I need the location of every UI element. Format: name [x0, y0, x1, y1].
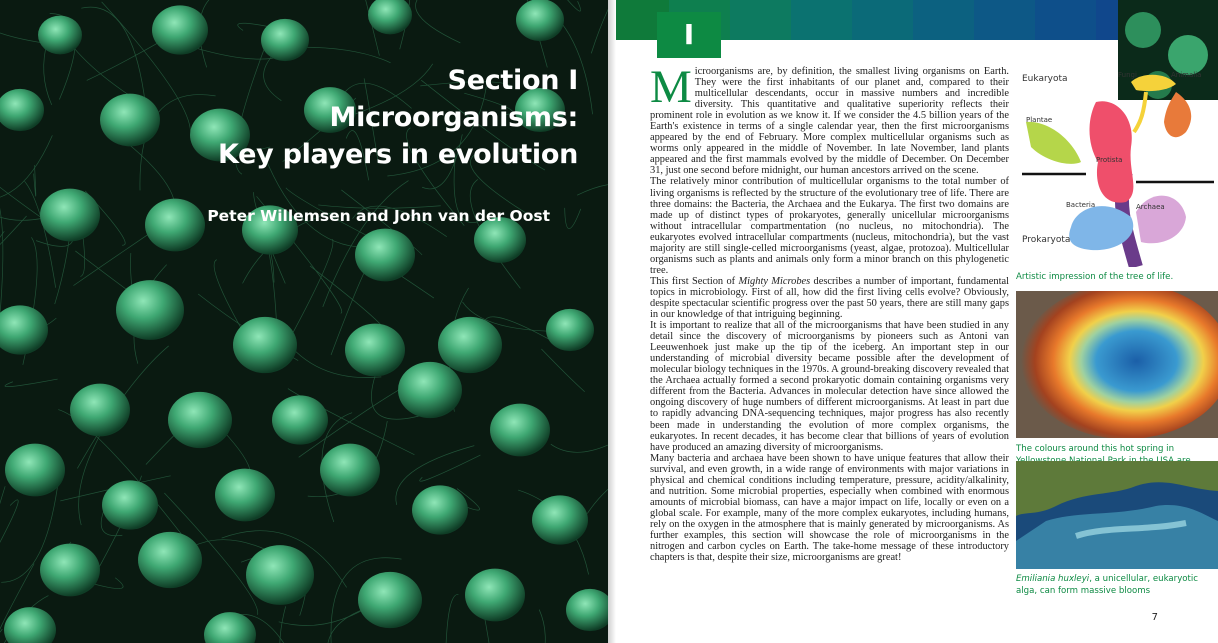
microbe-cell: [38, 16, 82, 55]
microbe-cell: [398, 362, 462, 418]
microbe-cell: [345, 324, 405, 377]
paragraph-4: It is important to realize that all of the microorganisms that have been studied in any detail since the discovery of microorganisms by pioneers such as Antoni van Leeuwenhoek just make up the tip of the iceberg. An important step in our understanding of microbial diversity became possible after the development of molecular biology techniques in the 1970s. A ground-breaking discovery revealed that the Archaea actually formed a second prokaryotic domain containing organisms very different from the Bacteria. Advances in molecular detection have since allowed the ongoing discovery of huge numbers of different microorganisms. At least in part due to rapidly advancing DNA-sequencing techniques, major progress has also recently been made in understanding the evolution of more complex organisms, the eukaryotes. In recent decades, it has become clear that billions of years of evolution have produced an amazing diversity of microorganisms.: [650, 320, 1009, 453]
page-number: 7: [1151, 612, 1158, 623]
label-eukaryota: Eukaryota: [1022, 74, 1068, 84]
caption-hot-spring: The colours around this hot spring in: [1016, 444, 1175, 454]
page-gutter: [608, 0, 616, 643]
label-plantae: Plantae: [1026, 116, 1053, 124]
microbe-cell: [116, 280, 184, 340]
microbe-cell: [272, 395, 328, 444]
microbe-cell: [320, 444, 380, 497]
microbe-cell: [546, 309, 594, 351]
p3-after: describes a number of important, fundamental topics in microbiology. First of all, how did the first living cells evolve? Obviously, despite spectacular scientific progress over the past 50 years, there are still many gaps in our knowledge of that intriguing beginning.: [650, 275, 1010, 321]
microbe-cell: [412, 485, 468, 534]
label-prokaryota: Prokaryota: [1022, 235, 1071, 245]
microbe-cell: [465, 569, 525, 622]
microbe-cell: [152, 5, 208, 54]
caption-tree: Artistic impression of the tree of life.: [1016, 272, 1174, 282]
label-fungi: Fungi: [1118, 71, 1137, 79]
label-archaea: Archaea: [1136, 203, 1165, 211]
microbe-cell: [261, 19, 309, 61]
microbe-cell: [100, 94, 160, 147]
caption-algae-rest: , a unicellular, eukaryotic alga, can form massive blooms: [1016, 574, 1199, 596]
body-text: [650, 61, 1010, 564]
microbe-cell: [438, 317, 502, 373]
p3-before: This first Section of: [650, 275, 739, 287]
paragraph-5: Many bacteria and archaea have been shown to have unique features that allow their survival, and even growth, in a wide range of environments with major variations in physical and chemical conditions including temperature, pressure, acidity/alkalinity, and nutrition. Some microbial properties, especially when combined with enormous amounts of microbial biomass, can have a major impact on life, locally or even on a global scale. For example, many of the more complex eukaryotes, including humans, rely on the oxygen in the atmosphere that is mainly generated by microorganisms. As further examples, this section will showcase the role of microorganisms in the nitrogen and carbon cycles on Earth. The take-home message of these introductory chapters is that, despite their size, microorganisms are great!: [650, 452, 1009, 564]
microbe-cell: [233, 317, 297, 373]
dropcap: M: [650, 61, 692, 113]
label-protista: Protista: [1096, 156, 1123, 164]
microbe-cell: [532, 495, 588, 544]
caption-algae: [1016, 573, 1201, 597]
authors: Peter Willemsen and John van der Oost: [207, 207, 550, 225]
hot-spring-photo: [1016, 291, 1218, 438]
microbe-cell: [358, 572, 422, 628]
microbe-cell: [490, 404, 550, 457]
microbe-cell: [145, 199, 205, 252]
paragraph-3: [650, 276, 1009, 320]
microbe-cell: [40, 189, 100, 242]
book-title: Mighty Microbes: [738, 275, 811, 287]
title-line-2: Microorganisms:: [329, 102, 578, 133]
microbe-cell: [355, 229, 415, 282]
microbe-cell: [168, 392, 232, 448]
microbe-cell: [215, 469, 275, 522]
microbe-cell: [516, 0, 564, 41]
species-name: Emiliania huxleyi: [1016, 574, 1090, 584]
microbe-cell: [5, 444, 65, 497]
section-title: [218, 62, 578, 173]
microbe-cell: [70, 384, 130, 437]
paragraph-1-text: icroorganisms are, by definition, the smallest living organisms on Earth. They were the first inhabitants of our planet and, compared to their multicellular descendants, occur in massive numbers and incredible diversity. This quantitative and qualitative superiority reflects their prominent role in evolution as we know it. If we consider the 4.5 billion years of the Earth's existence in terms of a single calendar year, then the first microorganisms appeared by the end of February. More complex multicellular organisms such as worms only appeared in the middle of November. In late November, land plants appeared and the first mammals evolved by the middle of December. On December 31, just one second before midnight, our human ancestors arrived on the scene.: [650, 66, 1009, 177]
title-line-3: Key players in evolution: [218, 139, 578, 170]
paragraph-1: [650, 61, 1009, 177]
title-line-1: Section I: [447, 65, 578, 96]
chapter-tab: I: [657, 12, 721, 58]
label-bacteria: Bacteria: [1066, 201, 1096, 209]
algae-bloom-photo: [1016, 461, 1218, 569]
left-page: [0, 0, 608, 643]
label-animalia: Animalia: [1171, 71, 1202, 79]
right-page: [608, 0, 1218, 643]
microbe-cell: [138, 532, 202, 588]
microbe-cell: [40, 544, 100, 597]
microbe-cell: [246, 545, 314, 605]
microbe-cell: [102, 480, 158, 529]
paragraph-2: The relatively minor contribution of multicellular organisms to the total number of living organisms is reflected by the structure of the evolutionary tree of life. There are three domains: the Bacteria, the Archaea and the Eukarya. The first two domains are made up of distinct types of prokaryotes, generally unicellular microorganisms without intracellular compartmentation (no nucleus, no mitochondria). The eukaryotes evolved intracellular compartments (nucleus, mitochondria), but the vast majority are still single-celled microorganisms (yeast, algae, protozoa). Multicellular organisms such as plants and animals only form a minor branch on this phylogenetic tree.: [650, 176, 1009, 276]
tree-of-life-figure: [1016, 62, 1216, 267]
